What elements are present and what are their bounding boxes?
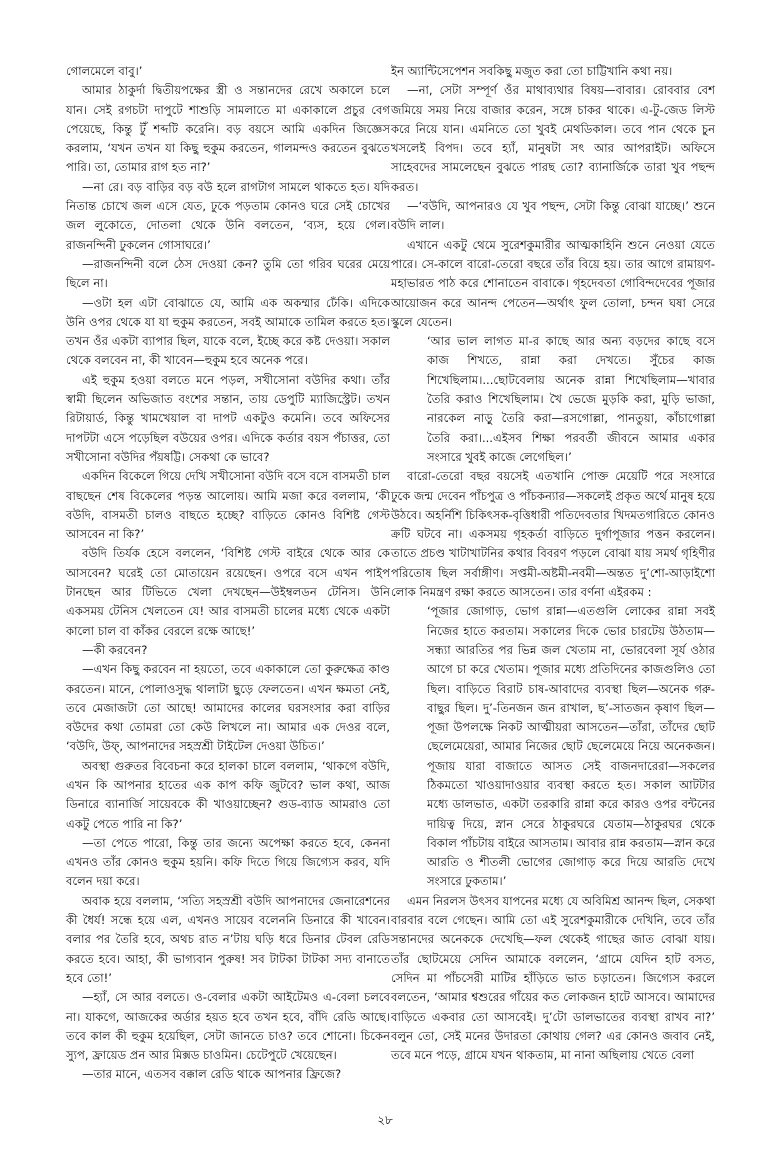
paragraph: এমন নিরলস উৎসব যাপনের মধ্যে যে অবিমিশ্র আনন্দ ছিল, সেকথা বারবার বলে গেছেন। আমি তো এই সুরেশকুমারীকে দেখিনি, তবে তাঁর সন্তানদের অনেককে দেখেছি—ফল থেকেই গাছের জাত বোঝা যায়। তাঁর ছোটমেয়ে সেদিন আমাকে বললেন, ‘গ্রামে যেদিন হাট বসত, সেদিন মা পাঁচসেরী মাটির হাঁড়িতে ভাত চড়াতেন। জিগ্যেস করলে বলতেন, ‘আমার শ্বশুরের গাঁয়ের কত লোকজন হাটে আসবে। আমাদের বাড়িতে একবার তো আসবেই। দু’টো ডালভাতের ব্যবস্থা রাখব না?’ বলুন তো, সেই মনের উদারতা কোথায় গেল? এর কোনও জবাব নেই, তবে মনে পড়ে, গ্রামে যখন থাকতাম, মা নানা অছিলায় খেতে বেলা xyxy=(391,893,715,1063)
paragraph: একদিন বিকেলে গিয়ে দেখি সখীসোনা বউদি বসে বসে বাসমতী চাল বাছছেন শেষ বিকেলের পড়ন্ত আলোয়। আমি মজা করে বললাম, ‘কী বউদি, বাসমতী চালও বাছতে হচ্ছে? বাড়িতে কোনও বিশিষ্ট গেস্ট আসবেন না কি?’ xyxy=(66,469,390,542)
paragraph: বউদি তির্যক হেসে বললেন, ‘বিশিষ্ট গেস্ট বাইরে থেকে আর কে আসবেন? ঘরেই তো মোতায়েন রয়েছেন। ওপরে বসে এখন পাইপ টানছেন আর টিভিতে খেলা দেখছেন—উইম্বলডন টেনিস। উনি একসময় টেনিস খেলতেন যে! আর বাসমতী চালের মধ্যে থেকে একটা কালো চাল বা কাঁকর বেরলে রক্ষে আছে!’ xyxy=(66,546,390,638)
left-column xyxy=(66,62,390,1085)
paragraph: অবাক হয়ে বললাম, ‘সত্যি সহস্রশ্রী বউদি আপনাদের জেনারেশনের কী ধৈর্য! সন্ধে হয়ে এল, এখনও সায়েব বলেননি ডিনারে কী খাবেন। বলার পর তৈরি হবে, অথচ রাত ন’টায় ঘড়ি ধরে ডিনার টেবল রেডি করতে হবে। আহা, কী ভাগ্যবান পুরুষ! সব টাটকা টাটকা সদ্য বানাতে হবে তো!’ xyxy=(66,893,390,985)
paragraph: —এখন কিছু করবেন না হয়তো, তবে একাকালে তো কুরুক্ষেত্র কাণ্ড করতেন। মানে, পোলাওসুদ্ধ থালাটা ছুড়ে ফেলতেন। এখন ক্ষমতা নেই, তবে মেজাজটা তো আছে! আমাদের কালের ঘরসংসার করা বাড়ির বউদের কথা তোমরা তো কেউ লিখলে না। আমার এক দেওর বলে, ‘বউদি, উফ্, আপনাদের সহস্রশ্রী টাইটেল দেওয়া উচিত।’ xyxy=(66,662,390,754)
paragraph: ইন অ্যান্টিসেপেশন সবকিছু মজুত করা তো চাট্টিখানি কথা নয়। xyxy=(391,64,673,78)
paragraph: —না রে। বড় বাড়ির বড় বউ হলে রাগটাগ সামলে থাকতে হত। যদি নিতান্ত চোখে জল এসে যেত, ঢুকে পড়তাম কোনও ঘরে সেই চোখের জল লুকোতে, দোতলা থেকে উনি বলতেন, ‘ব্যস, হয়ে গেল। রাজনন্দিনী ঢুকলেন গোসাঘরে।’ xyxy=(66,179,390,252)
paragraph: গোলমেলে বাবু।’ xyxy=(66,64,143,78)
paragraph: বারো-তেরো বছর বয়সেই এতখানি পোক্ত মেয়েটি পরে সংসারে ঢুকে জন্ম দেবেন পাঁচপুত্র ও পাঁচকন্যার—সকলেই প্রকৃত অর্থে মানুষ হয়ে উঠবে। অহর্নিশি চিকিৎসক-বৃত্তিধারী পতিদেবতার খিদমতগারিতে কোনও ক্রটি ঘটবে না। একসময় গৃহকর্তা বাড়িতে দুর্গাপূজার পত্তন করলেন। তাতে প্রচণ্ড খাটাখাটনির কথার বিবরণ পড়লে বোঝা যায় সমর্থ গৃহিণীর পরিতোষ ছিল সর্বাঙ্গীণ। সপ্তমী-অষ্টমী-নবমী—অন্তত দু’শো-আড়াইশো লোক নিমন্ত্রণ রক্ষা করতে আসতেন। তার বর্ণনা এইরকম : xyxy=(391,469,715,600)
paragraph: —তা পেতে পারো, কিন্তু তার জন্যে অপেক্ষা করতে হবে, কেননা এখনও তাঁর কোনও হুকুম হয়নি। কফি দিতে গিয়ে জিগ্যেস করব, যদি বলেন দয়া করে। xyxy=(66,835,390,889)
paragraph: —রাজনন্দিনী বলে ঠেস দেওয়া কেন? তুমি তো গরিব ঘরের মেয়ে ছিলে না। xyxy=(66,256,390,291)
paragraph: —না, সেটা সম্পূর্ণ ওঁর মাথাব্যথার বিষয়—বাবার। রোববার বেশ জমিয়ে সময় নিয়ে বাজার করেন, সঙ্গে চাকর থাকে। এ-টু-জেড লিস্ট করে নিয়ে যান। এমনিতে তো খুবই মেথডিকাল। তবে পান থেকে চুন খসলেই বিপদ। তবে হ্যাঁ, মানুষটা সৎ আর আপরাইট। অফিসে সাহেবদের সামলেছেন বুঝতে পারছ তো? ব্যানার্জিকে তারা খুব পছন্দ করত। xyxy=(391,83,715,194)
right-column xyxy=(391,62,715,1065)
paragraph: —কী করবেন? xyxy=(82,642,148,657)
paragraph: আমার ঠাকুর্দা দ্বিতীয়পক্ষের স্ত্রী ও সন্তানদের রেখে অকালে চলে যান। সেই রগচটা দাপুটে শাশুড়ি সামলাতে মা একাকালে প্রচুর বেগ পেয়েছে, কিন্তু টুঁ শব্দটি করেনি। বড় বয়সে আমি একদিন জিজ্ঞেস করলাম, ‘যখন তখন যা কিছু হুকুম করতেন, গালমন্দও করতেন বুঝতে পারি। তা, তোমার রাগ হত না?’ xyxy=(66,83,390,175)
paragraph: —ওটা হল এটা বোঝাতে যে, আমি এক অকম্মার ঢেঁকি। এদিকে উনি ওপর থেকে যা যা হুকুম করতেন, সবই আমাকে তামিল করতে হত। তখন ওঁর একটা ব্যাপার ছিল, যাকে বলে, ইচ্ছে করে কষ্ট দেওয়া। সকাল থেকে বলবেন না, কী খাবেন—হুকুম হবে অনেক পরে। xyxy=(66,295,390,368)
paragraph: অবস্থা গুরুতর বিবেচনা করে হালকা চালে বললাম, ‘থাকগে বউদি, এখন কি আপনার হাতের এক কাপ কফি জুটবে? ভাল কথা, আজ ডিনারে ব্যানার্জি সায়েবকে কী খাওয়াচ্ছেন? গুড-ব্যাড আমরাও তো একটু পেতে পারি না কি?’ xyxy=(66,758,390,831)
paragraph: —তার মানে, এতসব বক্কাল রেডি থাকে আপনার ফ্রিজে? xyxy=(82,1067,342,1082)
page-number: ২৮ xyxy=(377,1113,393,1127)
paragraph: এই হুকুম হওয়া বলতে মনে পড়ল, সখীসোনা বউদির কথা। তাঁর স্বামী ছিলেন অভিজাত বংশের সন্তান, তায় ডেপুটি ম্যাজিস্ট্রেট। তখন রিটায়ার্ড, কিন্তু খামখেয়াল বা দাপট একটুও কমেনি। তবে অফিসের দাপটটা এসে পড়েছিল বউয়ের ওপর। এদিকে কর্তার বয়স পঁচাত্তর, তো সখীসোনা বউদির পঁয়ষট্টি। সেকথা কে ভাবে? xyxy=(66,372,390,464)
paragraph: —হ্যাঁ, সে আর বলতে। ও-বেলার একটা আইটেমও এ-বেলা চলবে না। যাকগে, আজকের অর্ডার হয়ত হবে তখন হবে, বাঁদি রেডি আছে। তবে কাল কী হুকুম হয়েছিল, সেটা জানতে চাও? তবে শোনো। চিকেন স্যুপ, ফ্রায়েড প্রন আর মিক্সড চাওমিন। চেটেপুটে খেয়েছেন। xyxy=(66,990,390,1063)
block-quote: ‘আর ভাল লাগত মা-র কাছে আর অন্য বড়দের কাছে বসে কাজ শিখতে, রান্না করা দেখতে। সুঁচের কাজ শিখেছিলাম।...ছোটবেলায় অনেক রান্না শিখেছিলাম—খাবার তৈরি করাও শিখেছিলাম। খৈ ভেজে মুড়কি করা, মুড়ি ভাজা, নারকেল নাড়ু তৈরি করা—রসগোল্লা, পানতুয়া, কাঁচাগোল্লা তৈরি করা।...এইসব শিক্ষা পরবর্তী জীবনে আমার একার সংসারে খুবই কাজে লেগেছিল।’ xyxy=(427,334,715,464)
block-quote: ‘পূজার জোগাড়, ভোগ রান্না—এতগুলি লোকের রান্না সবই নিজের হাতে করতাম। সকালের দিকে ভোর চারটেয় উঠতাম—সন্ধ্যা আরতির পর ভিন্ন জল খেতাম না, ভোরবেলা সূর্য ওঠার আগে চা করে খেতাম। পূজার মধ্যে প্রতিদিনের কাজগুলিও তো ছিল। বাড়িতে বিরাট চাষ-আবাদের ব্যবস্থা ছিল—অনেক গরু-বাছুর ছিল। দু’-তিনজন জন রাখাল, ছ’-সাতজন কৃষাণ ছিল—পূজা উপলক্ষে নিকট আত্মীয়রা আসতেন—তাঁরা, তাঁদের ছোট ছেলেমেয়েরা, আমার নিজের ছোট ছেলেমেয়ে নিয়ে অনেকজন। পূজায় যারা বাজাতে আসত সেই বাজনদারেরা—সকলের ঠিকমতো খাওয়াদাওয়ার ব্যবস্থা করতে হত। সকাল আটটার মধ্যে ডালভাত, একটা তরকারি রান্না করে কারও ওপর বন্টনের দায়িত্ব দিয়ে, স্নান সেরে ঠাকুরঘরে যেতাম—ঠাকুরঘর থেকে বিকাল পাঁচটায় বাইরে আসতাম। আবার রান্ন করতাম—স্নান করে আরতি ও শীতলী ভোগের জোগাড় করে দিয়ে আরতি দেখে সংসারে ঢুকতাম।’ xyxy=(427,604,715,889)
paragraph: —‘বউদি, আপনারও যে খুব পছন্দ, সেটা কিন্তু বোঝা যাচ্ছে।’ শুনে বউদি লাল। xyxy=(391,199,715,233)
paragraph: এখানে একটু থেমে সুরেশকুমারীর আত্মকাহিনি শুনে নেওয়া যেতে পারে। সে-কালে বারো-তেরো বছরে তাঁর বিয়ে হয়। তার আগে রামায়ণ-মহাভারত পাঠ করে শোনাতেন বাবাকে। গৃহদেবতা গোবিন্দদেবের পূজার আয়োজন করে আনন্দ পেতেন—অর্থাৎ ফুল তোলা, চন্দন ঘষা সেরে স্কুলে যেতেন। xyxy=(391,237,715,329)
